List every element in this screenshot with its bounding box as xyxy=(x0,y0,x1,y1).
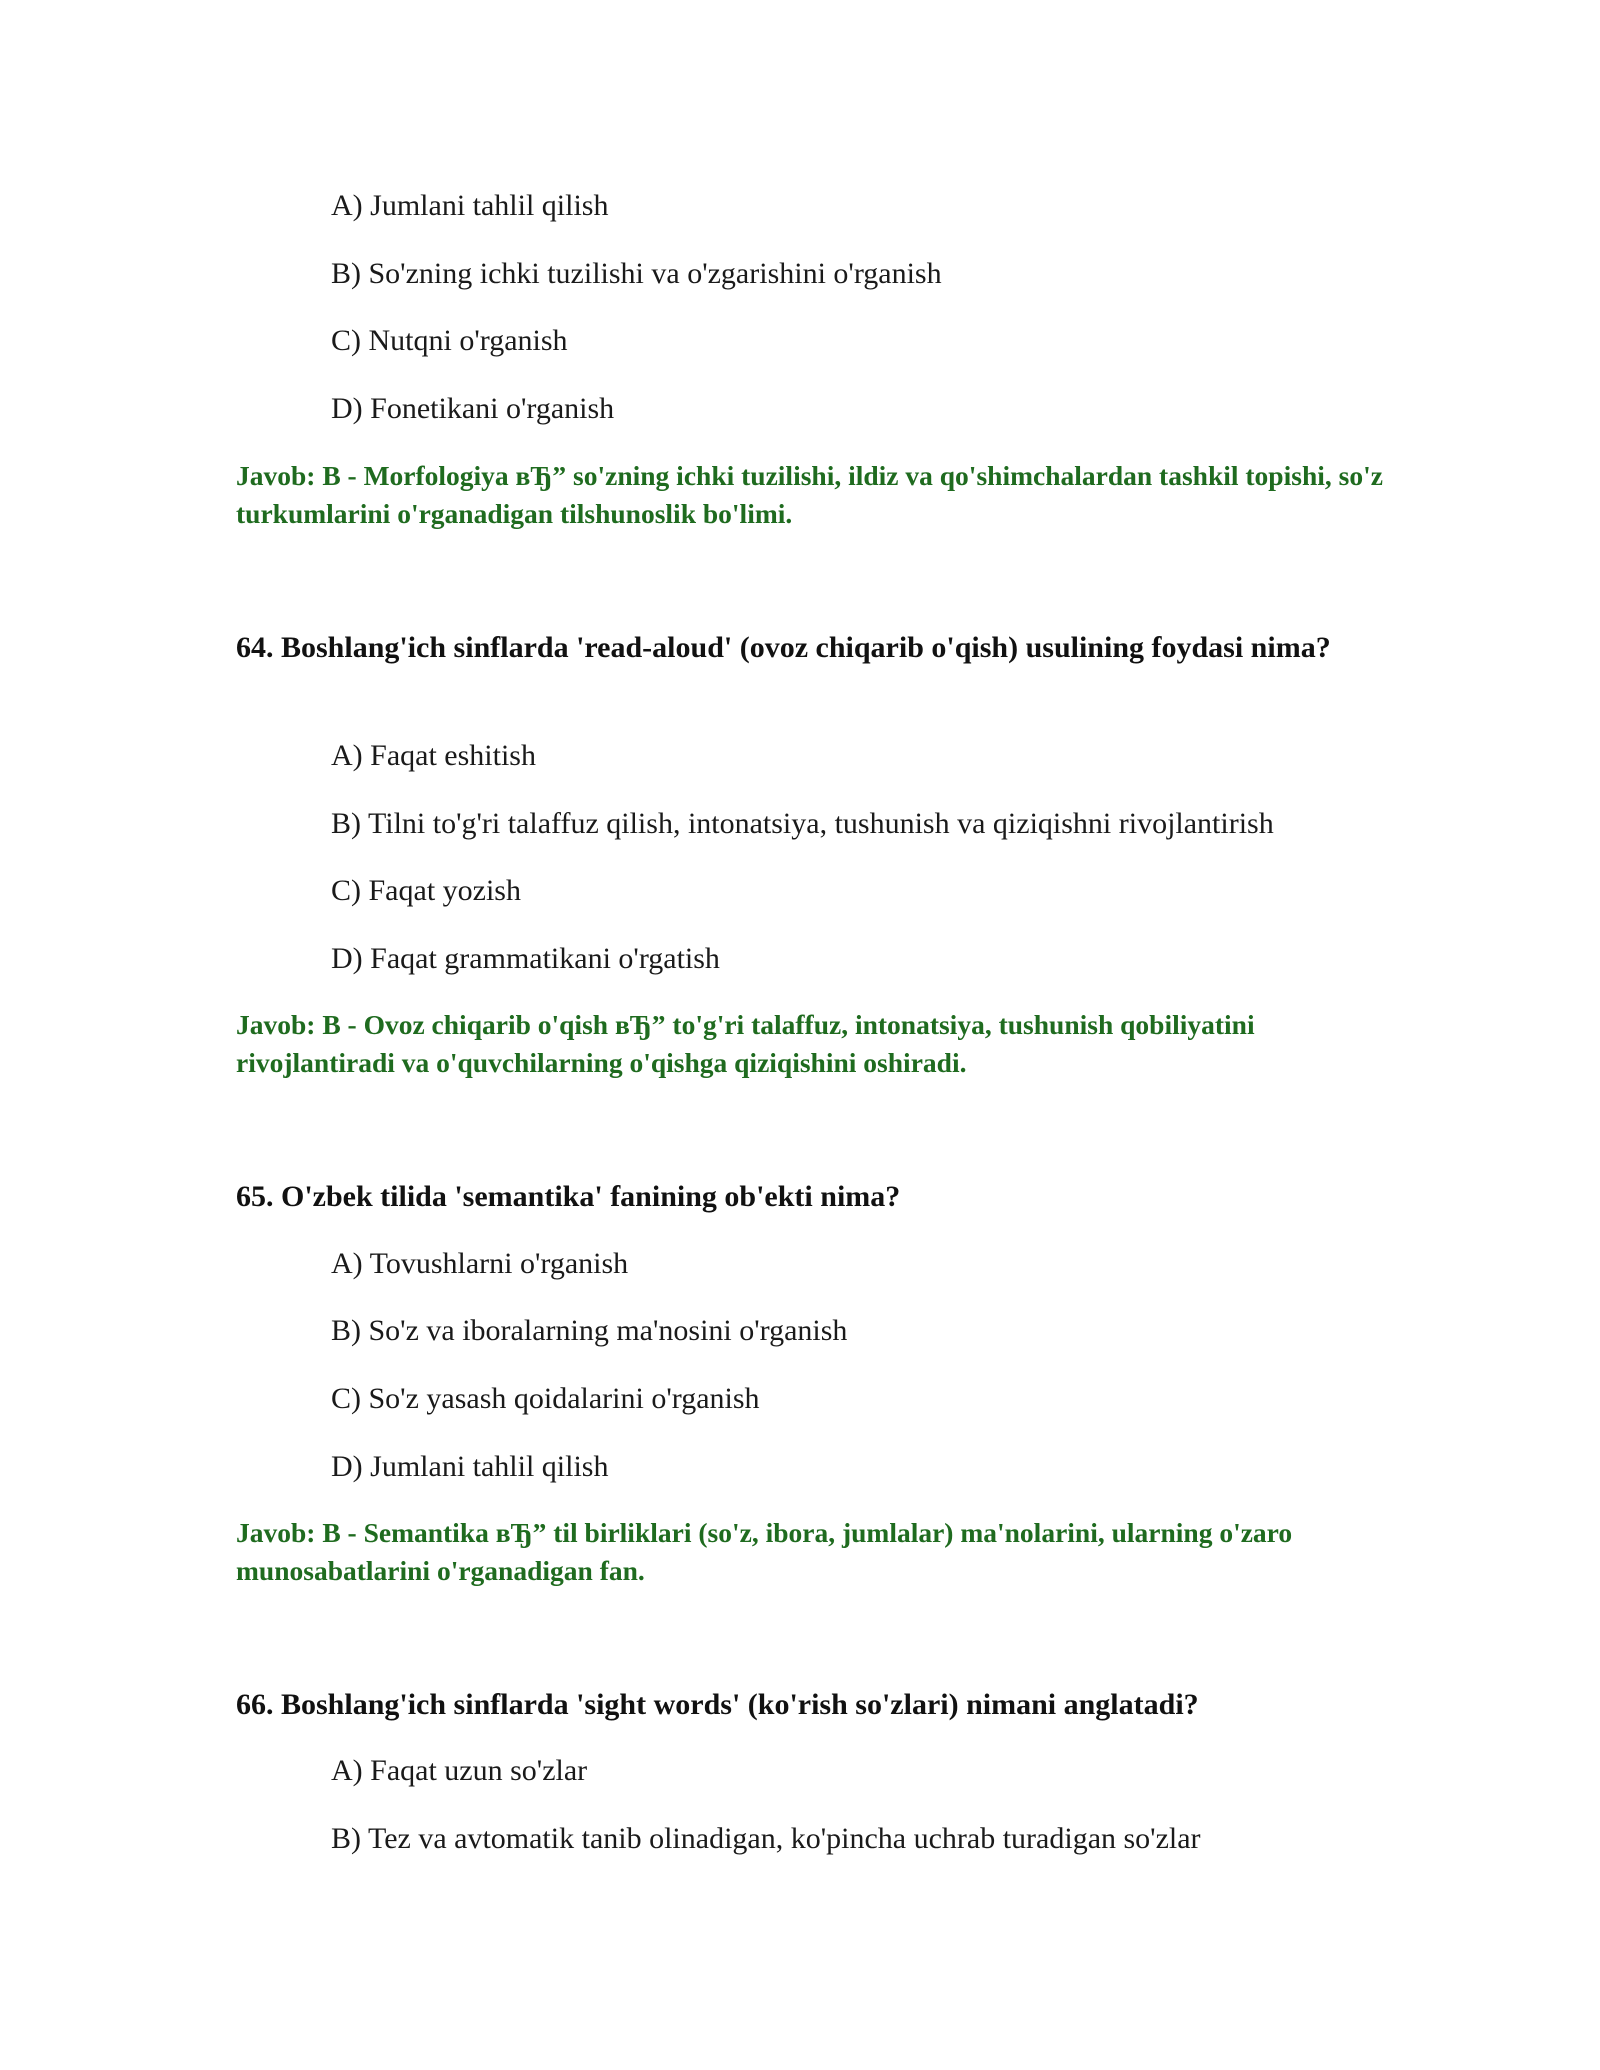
option-d: D) Faqat grammatikani o'rgatish xyxy=(331,942,720,975)
option-a: A) Jumlani tahlil qilish xyxy=(331,189,609,222)
option-d: D) Fonetikani o'rganish xyxy=(331,392,615,425)
option-b: B) So'zning ichki tuzilishi va o'zgarishini o'rganish xyxy=(331,257,942,290)
answer-explanation: Javob: B - Ovoz chiqarib o'qish вЂ” to'g'ri talaffuz, intonatsiya, tushunish qobiliyatini rivojlantiradi va o'quvchilarning o'qishga qiziqishini oshiradi. xyxy=(236,1009,1255,1078)
option-c: C) Nutqni o'rganish xyxy=(331,324,568,357)
option-a: A) Tovushlarni o'rganish xyxy=(331,1247,629,1280)
question-64: 64. Boshlang'ich sinflarda 'read-aloud' (ovoz chiqarib o'qish) usulining foydasi nima? xyxy=(236,631,1331,664)
option-c: C) Faqat yozish xyxy=(331,874,521,907)
answer-explanation: Javob: B - Morfologiya вЂ” so'zning ichki tuzilishi, ildiz va qo'shimchalardan tashkil topishi, so'z turkumlarini o'rganadigan tilshunoslik bo'limi. xyxy=(236,460,1383,529)
option-a: A) Faqat eshitish xyxy=(331,739,536,772)
option-d: D) Jumlani tahlil qilish xyxy=(331,1450,609,1483)
option-a: A) Faqat uzun so'zlar xyxy=(331,1754,588,1787)
question-65: 65. O'zbek tilida 'semantika' fanining ob'ekti nima? xyxy=(236,1180,901,1213)
option-b: B) So'z va iboralarning ma'nosini o'rganish xyxy=(331,1314,848,1347)
option-b: B) Tez va avtomatik tanib olinadigan, ko'pincha uchrab turadigan so'zlar xyxy=(331,1822,1201,1855)
option-c: C) So'z yasash qoidalarini o'rganish xyxy=(331,1382,760,1415)
option-b: B) Tilni to'g'ri talaffuz qilish, intonatsiya, tushunish va qiziqishni rivojlantirish xyxy=(331,807,1274,840)
question-66: 66. Boshlang'ich sinflarda 'sight words' (ko'rish so'zlari) nimani anglatadi? xyxy=(236,1688,1199,1721)
answer-explanation: Javob: B - Semantika вЂ” til birliklari (so'z, ibora, jumlalar) ma'nolarini, ularning o'zaro munosabatlarini o'rganadigan fan. xyxy=(236,1517,1293,1586)
